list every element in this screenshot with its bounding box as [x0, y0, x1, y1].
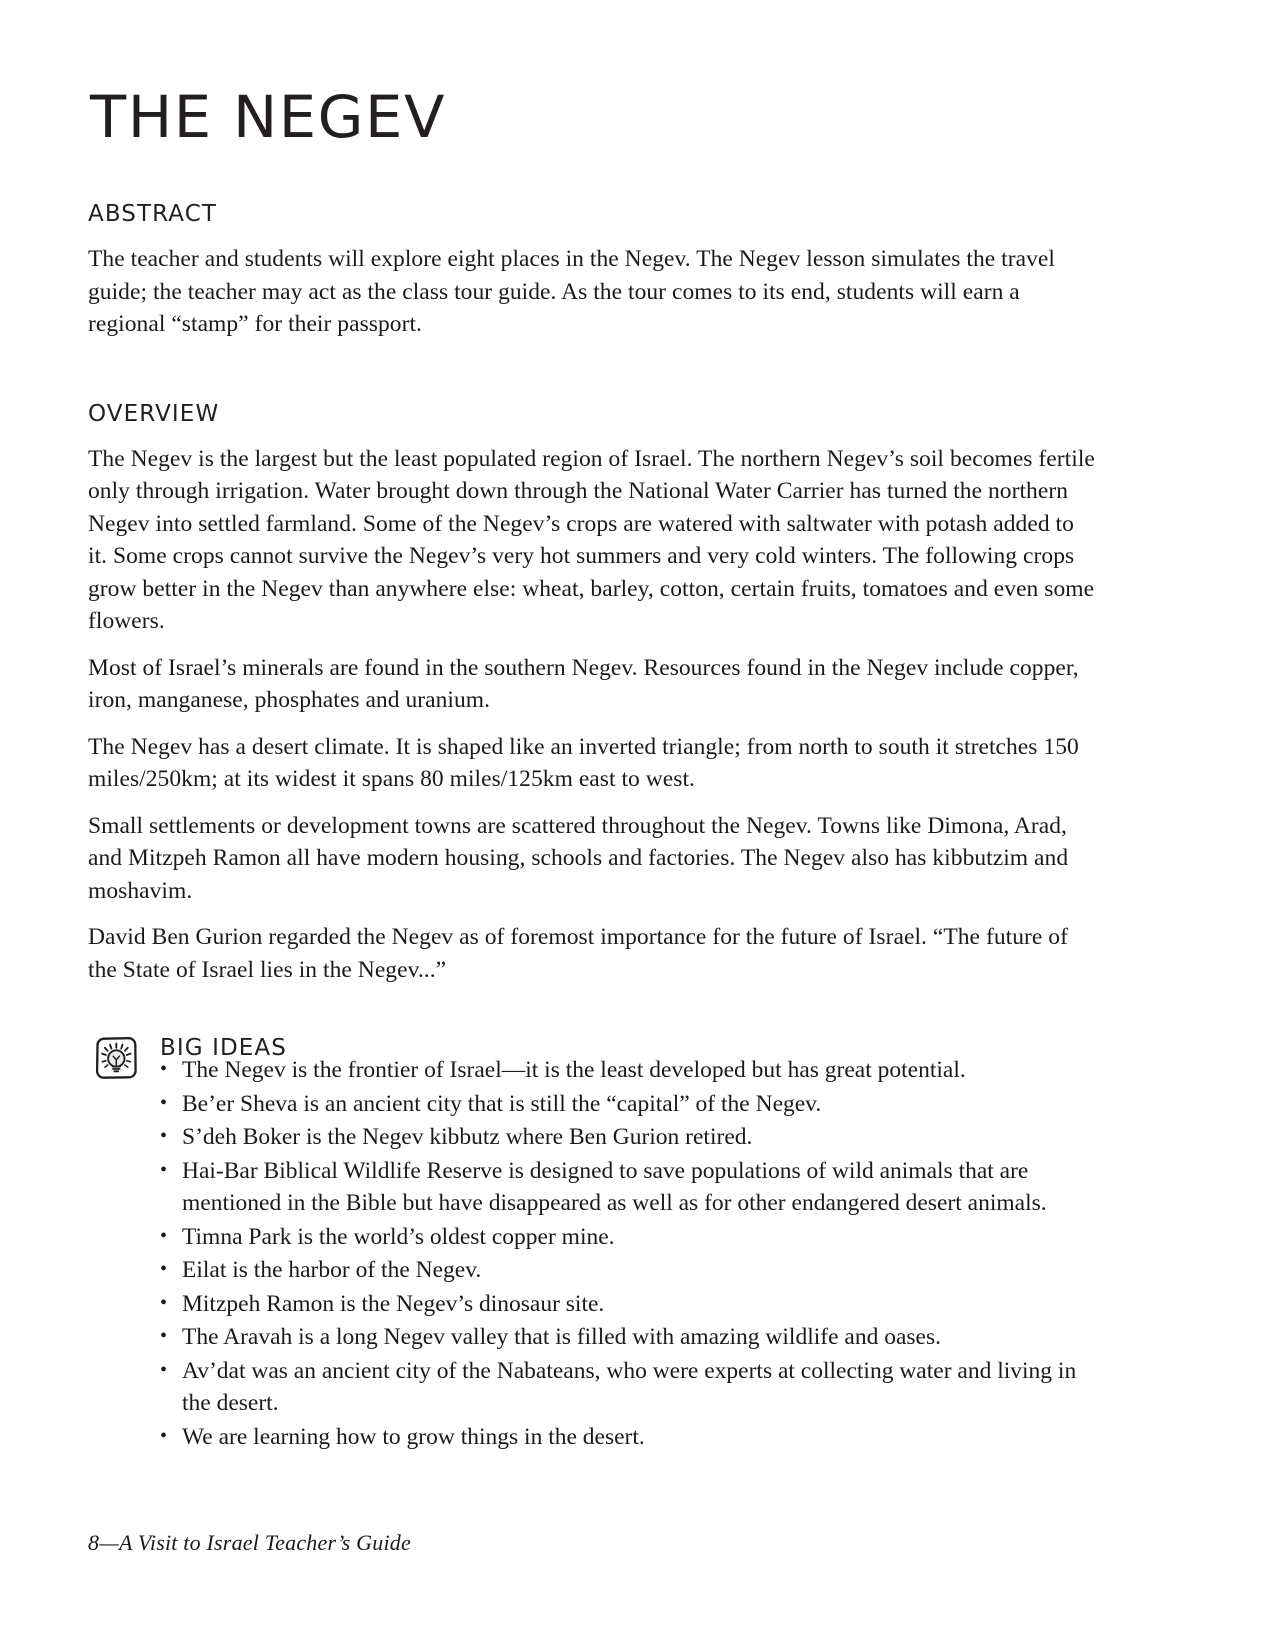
overview-paragraph: The Negev has a desert climate. It is shaped like an inverted triangle; from north to south it stretches 150 miles/250km; at its widest it spans 80 miles/125km east to west.: [88, 733, 1079, 792]
overview-paragraph: David Ben Gurion regarded the Negev as of foremost importance for the future of Israel. “The future of the State of Israel lies in the Negev...”: [88, 924, 1068, 983]
overview-heading: OVERVIEW: [88, 400, 220, 427]
abstract-heading: ABSTRACT: [88, 201, 218, 227]
abstract-body-text: The teacher and students will explore eight places in the Negev. The Negev lesson simulates the travel guide; the teacher may act as the class tour guide. As the tour comes to its end, students will earn a regional “stamp” for their passport.: [88, 246, 1055, 337]
page-content: [88, 0, 1098, 1454]
lightbulb-icon: [90, 1032, 142, 1084]
big-ideas-heading: BIG IDEAS: [160, 1035, 287, 1061]
list-item: • The Negev is the frontier of Israel—it is the least developed but has great potential.: [160, 1054, 1098, 1087]
list-item: • S’deh Boker is the Negev kibbutz where Ben Gurion retired.: [160, 1121, 1098, 1154]
list-item: • Hai-Bar Biblical Wildlife Reserve is designed to save populations of wild animals that are mentioned in the Bible but have disappeared as well as for other endangered desert animals.: [160, 1155, 1098, 1220]
list-item: • The Aravah is a long Negev valley that is filled with amazing wildlife and oases.: [160, 1321, 1098, 1354]
page-title: THE NEGEV: [90, 83, 446, 151]
big-ideas-list: [160, 1054, 1098, 1453]
overview-paragraph: Small settlements or development towns are scattered throughout the Negev. Towns like Dimona, Arad, and Mitzpeh Ramon all have modern housing, schools and factories. The Negev also has kibbutzim and moshavim.: [88, 812, 1069, 904]
list-item: • Timna Park is the world’s oldest copper mine.: [160, 1221, 1098, 1254]
list-item: • Mitzpeh Ramon is the Negev’s dinosaur site.: [160, 1288, 1098, 1321]
big-ideas-section: [88, 1030, 1098, 1453]
overview-paragraph: The Negev is the largest but the least populated region of Israel. The northern Negev’s soil becomes fertile only through irrigation. Water brought down through the National Water Carrier has turned the northern Negev into settled farmland. Some of the Negev’s crops are watered with saltwater with potash added to it. Some crops cannot survive the Negev’s very hot summers and very cold winters. The following crops grow better in the Negev than anywhere else: wheat, barley, cotton, certain fruits, tomatoes and even some flowers.: [88, 445, 1095, 634]
list-item: • Eilat is the harbor of the Negev.: [160, 1254, 1098, 1287]
list-item: • Be’er Sheva is an ancient city that is still the “capital” of the Negev.: [160, 1088, 1098, 1121]
page-footer: 8—A Visit to Israel Teacher’s Guide: [88, 1530, 411, 1555]
overview-paragraph: Most of Israel’s minerals are found in the southern Negev. Resources found in the Negev include copper, iron, manganese, phosphates and uranium.: [88, 654, 1079, 713]
list-item: • Av’dat was an ancient city of the Nabateans, who were experts at collecting water and living in the desert.: [160, 1355, 1098, 1420]
list-item: • We are learning how to grow things in the desert.: [160, 1421, 1098, 1454]
